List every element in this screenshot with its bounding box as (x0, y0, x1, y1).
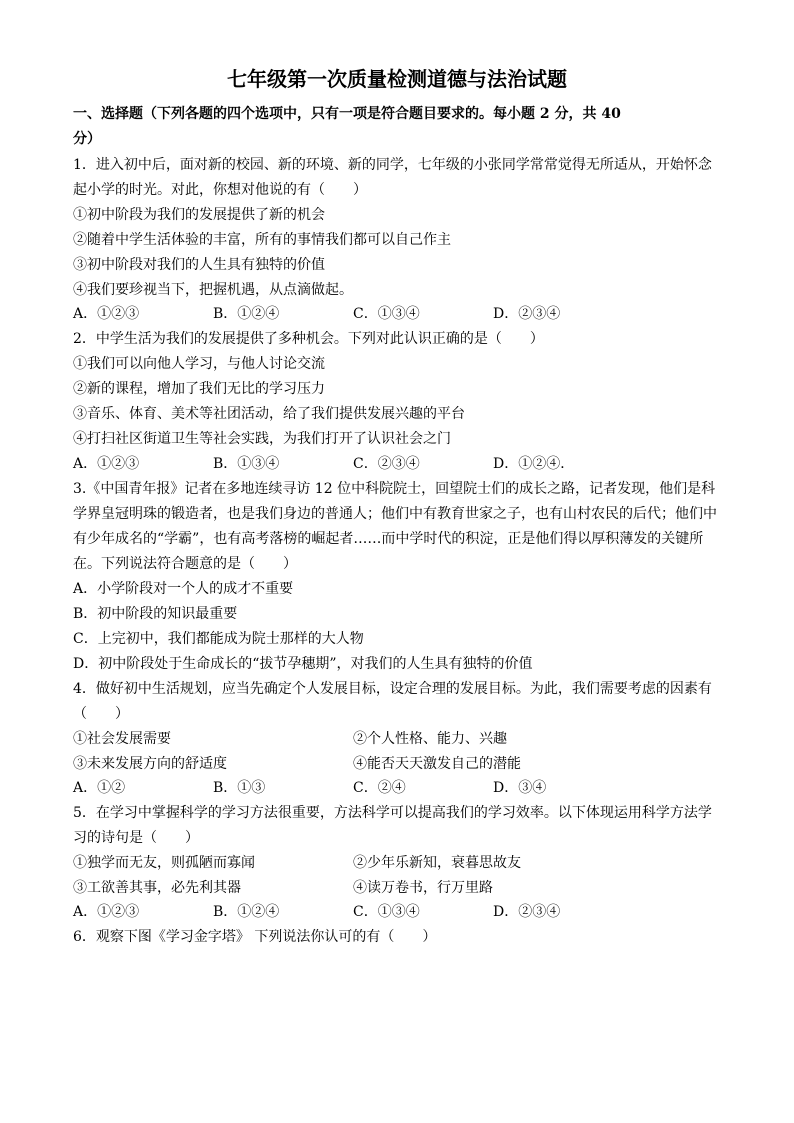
option-d: D．③④ (493, 780, 547, 796)
q3-stem: 3.《中国青年报》记者在多地连续寻访 12 位中科院院士，回望院士们的成长之路，记者发现，他们是科 (73, 481, 716, 497)
q4-options (73, 777, 723, 799)
q2-item: ①我们可以向他人学习，与他人讨论交流 (73, 356, 325, 372)
q3-option-d: D．初中阶段处于生命成长的“拔节孕穗期”，对我们的人生具有独特的价值 (73, 656, 533, 672)
q5-stem: 5．在学习中掌握科学的学习方法很重要，方法科学可以提高我们的学习效率。以下体现运用科学方法学 (73, 805, 712, 821)
q2-stem: 2．中学生活为我们的发展提供了多种机会。下列对此认识正确的是（ ） (73, 331, 544, 347)
q5-options (73, 901, 723, 923)
q3-stem-cont: 在。下列说法符合题意的是（ ） (73, 556, 297, 572)
q3-option-b: B．初中阶段的知识最重要 (73, 606, 238, 622)
q4-stem-cont: （ ） (73, 706, 129, 722)
q1-stem: 1．进入初中后，面对新的校园、新的环境、新的同学，七年级的小张同学常常觉得无所适从，开始怀念 (73, 157, 712, 173)
item-4: ④能否天天激发自己的潜能 (353, 756, 521, 772)
item-1: ①独学而无友，则孤陋而寡闻 (73, 855, 255, 871)
q1-item: ②随着中学生活体验的丰富，所有的事情我们都可以自己作主 (73, 232, 451, 248)
q1-stem-cont: 起小学的时光。对此，你想对他说的有（ ） (73, 182, 367, 198)
option-a: A．①② (73, 780, 126, 796)
q1-options (73, 303, 723, 325)
q4-stem: 4．做好初中生活规划，应当先确定个人发展目标，设定合理的发展目标。为此，我们需要考虑的因素有 (73, 681, 712, 697)
option-c: C．①③④ (353, 904, 420, 920)
q3-option-a: A．小学阶段对一个人的成才不重要 (73, 581, 294, 597)
option-d: D．①②④． (493, 456, 575, 472)
option-c: C．②③④ (353, 456, 420, 472)
item-3: ③工欲善其事，必先利其器 (73, 880, 241, 896)
option-b: B．①③④ (213, 456, 280, 472)
option-c: C．②④ (353, 780, 406, 796)
q4-items (73, 753, 723, 775)
section-heading-cont: 分） (73, 131, 101, 147)
q1-item: ①初中阶段为我们的发展提供了新的机会 (73, 207, 325, 223)
q3-option-c: C．上完初中，我们都能成为院士那样的大人物 (73, 631, 364, 647)
q2-item: ④打扫社区街道卫生等社会实践，为我们打开了认识社会之门 (73, 431, 451, 447)
option-a: A．①②③ (73, 904, 140, 920)
option-a: A．①②③ (73, 306, 140, 322)
option-d: D．②③④ (493, 306, 561, 322)
item-2: ②个人性格、能力、兴趣 (353, 731, 507, 747)
q4-items (73, 728, 723, 750)
q5-items (73, 877, 723, 899)
q6-stem: 6．观察下图《学习金字塔》 下列说法你认可的有（ ） (73, 929, 437, 945)
item-1: ①社会发展需要 (73, 731, 171, 747)
page-title: 七年级第一次质量检测道德与法治试题 (227, 67, 567, 91)
q1-item: ③初中阶段对我们的人生具有独特的价值 (73, 257, 325, 273)
q2-options (73, 453, 723, 475)
option-c: C．①③④ (353, 306, 420, 322)
q5-items (73, 852, 723, 874)
item-3: ③未来发展方向的舒适度 (73, 756, 227, 772)
q2-item: ③音乐、体育、美术等社团活动，给了我们提供发展兴趣的平台 (73, 406, 465, 422)
q2-item: ②新的课程，增加了我们无比的学习压力 (73, 381, 325, 397)
option-b: B．①③ (213, 780, 266, 796)
q5-stem-cont: 习的诗句是（ ） (73, 830, 199, 846)
option-b: B．①②④ (213, 306, 280, 322)
q1-item: ④我们要珍视当下，把握机遇，从点滴做起。 (73, 282, 353, 298)
item-2: ②少年乐新知，衰暮思故友 (353, 855, 521, 871)
q3-stem-cont: 学界皇冠明珠的锻造者，也是我们身边的普通人；他们中有教育世家之子，也有山村农民的后代；他们中 (73, 506, 717, 522)
section-heading: 一、选择题（下列各题的四个选项中，只有一项是符合题目要求的。每小题 2 分，共 40 (73, 106, 621, 122)
option-a: A．①②③ (73, 456, 140, 472)
option-b: B．①②④ (213, 904, 280, 920)
option-d: D．②③④ (493, 904, 561, 920)
item-4: ④读万卷书，行万里路 (353, 880, 493, 896)
q3-stem-cont: 有少年成名的“学霸”，也有高考落榜的崛起者……而中学时代的积淀，正是他们得以厚积薄发的关键所 (73, 531, 704, 547)
